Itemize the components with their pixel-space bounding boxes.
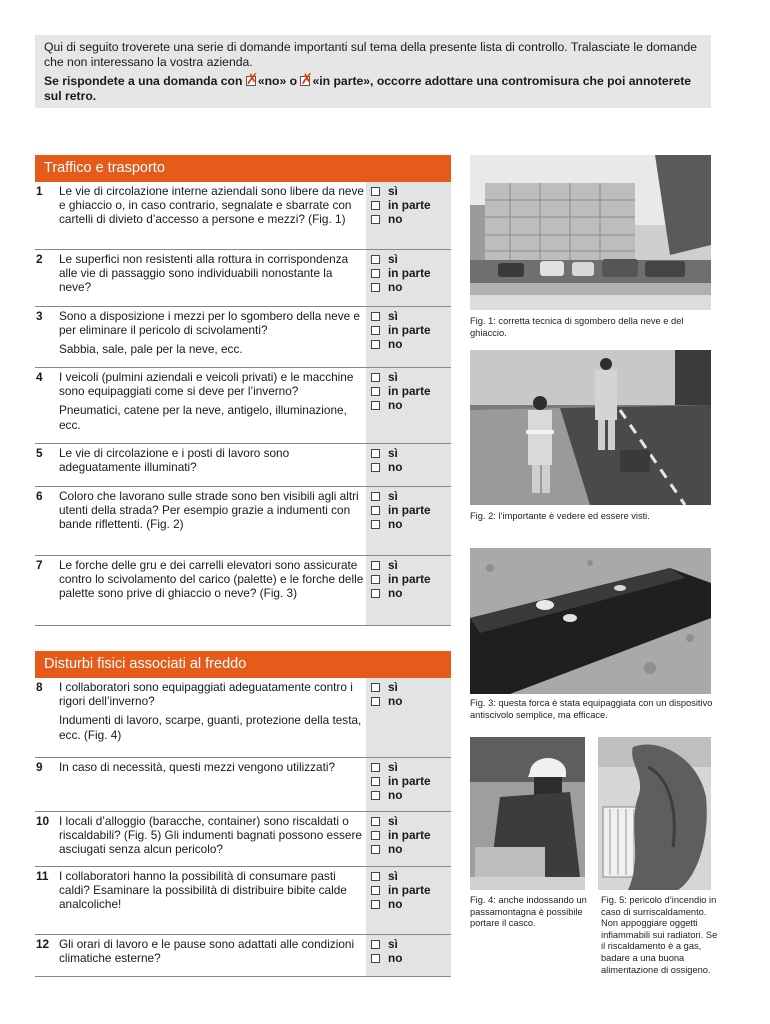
checkbox-icon[interactable] [371, 401, 380, 410]
checkbox-icon[interactable] [371, 449, 380, 458]
question-text [59, 760, 364, 774]
intro-instruction-part2: «in parte», occorre adottare una contromisura che poi annoterete sul retro. [44, 74, 692, 103]
option-no[interactable] [371, 460, 402, 474]
checkbox-icon[interactable] [371, 340, 380, 349]
option-no[interactable] [371, 398, 431, 412]
question-number: 11 [36, 869, 49, 883]
option-yes[interactable] [371, 370, 431, 384]
checkbox-icon[interactable] [371, 387, 380, 396]
fig2-photo-road-workers [470, 350, 711, 505]
option-no[interactable] [371, 842, 431, 856]
option-label: no [388, 694, 403, 709]
question-label: Le vie di circolazione e i posti di lavoro sono adeguatamente illuminati? [59, 446, 290, 475]
answer-options [371, 184, 431, 227]
section-title-traffic: Traffico e trasporto [35, 155, 451, 181]
intro-instruction-part1: Se rispondete a una domanda con [44, 74, 243, 89]
question-label: I locali d’alloggio (baracche, container) sono riscaldati o riscaldabili? (Fig. 5) Gli indumenti bagnati possono essere asciugati senza alcun pericolo? [59, 814, 362, 857]
checkbox-icon[interactable] [371, 845, 380, 854]
question-label: Le vie di circolazione interne aziendali sono libere da neve e ghiaccio o, in caso contrario, segnalate e sbarrate con cartelli di divieto d’accesso a persone e mezzi? (Fig. 1) [59, 184, 364, 227]
option-label: sì [388, 446, 398, 460]
option-yes[interactable] [371, 937, 402, 951]
option-label: sì [388, 252, 398, 266]
checkbox-icon[interactable] [371, 589, 380, 598]
checkbox-icon[interactable] [371, 463, 380, 472]
option-label: in parte [388, 828, 431, 843]
checkbox-icon[interactable] [371, 697, 380, 706]
option-partly[interactable] [371, 572, 431, 586]
fig5-photo-radiator-clothes [598, 737, 711, 890]
option-label: no [388, 517, 403, 532]
option-label: in parte [388, 883, 431, 898]
question-number: 10 [36, 814, 50, 828]
question-note: Sabbia, sale, pale per la neve, ecc. [59, 342, 243, 357]
question-label: Le superfici non resistenti alla rottura in corrispondenza alle vie di passaggio sono individuabili nonostante la neve? [59, 252, 349, 295]
fig1-caption: Fig. 1: corretta tecnica di sgombero della neve e del ghiaccio. [470, 316, 684, 338]
checkbox-icon[interactable] [371, 683, 380, 692]
option-no[interactable] [371, 212, 431, 226]
checkbox-icon[interactable] [371, 269, 380, 278]
section-rule [35, 677, 451, 678]
question-note: Indumenti di lavoro, scarpe, guanti, protezione della testa, ecc. (Fig. 4) [59, 713, 362, 742]
question-label: I collaboratori hanno la possibilità di consumare pasti caldi? Esaminare la possibilità di distribuire bibite calde analcoliche! [59, 869, 347, 912]
option-label: no [388, 897, 403, 912]
question-text [59, 309, 364, 357]
answer-options [371, 252, 431, 295]
option-label: in parte [388, 198, 431, 213]
checkbox-icon[interactable] [371, 283, 380, 292]
option-label: no [388, 212, 403, 227]
answer-options [371, 869, 431, 912]
question-text [59, 558, 364, 601]
question-note: Pneumatici, catene per la neve, antigelo, illuminazione, ecc. [59, 403, 347, 432]
option-yes[interactable] [371, 252, 431, 266]
checkbox-icon[interactable] [371, 831, 380, 840]
checkbox-icon[interactable] [371, 575, 380, 584]
question-row [35, 444, 451, 487]
question-text [59, 869, 364, 912]
answer-options [371, 370, 431, 413]
option-partly[interactable] [371, 323, 431, 337]
option-no[interactable] [371, 951, 402, 965]
option-label: no [388, 398, 403, 413]
question-number: 6 [36, 489, 43, 503]
question-row [35, 487, 451, 556]
answer-options [371, 446, 402, 474]
fig3-photo-forklift-fork [470, 548, 711, 694]
option-label: sì [388, 760, 398, 774]
question-row [35, 556, 451, 626]
x-mark-icon [246, 76, 256, 86]
checkbox-icon[interactable] [371, 817, 380, 826]
checkbox-icon[interactable] [371, 520, 380, 529]
question-number: 12 [36, 937, 50, 951]
intro-text: Qui di seguito troverete una serie di domande importanti sul tema della presente lista di controllo. Tralasciate le domande che non interessano la vostra azienda. [44, 40, 698, 69]
answer-options [371, 760, 431, 803]
question-row [35, 867, 451, 935]
intro-instruction-no: «no» o [257, 74, 298, 89]
question-row [35, 182, 451, 250]
question-label: Sono a disposizione i mezzi per lo sgombero della neve e per eliminare il pericolo di scivolamenti? [59, 309, 360, 338]
option-label: sì [388, 489, 398, 503]
answer-options [371, 558, 431, 601]
question-text [59, 937, 364, 965]
fig2-caption: Fig. 2: l’importante è vedere ed essere visti. [470, 511, 650, 521]
answer-options [371, 680, 402, 708]
checkbox-icon[interactable] [371, 777, 380, 786]
option-label: no [388, 280, 403, 295]
option-yes[interactable] [371, 489, 431, 503]
fig1-photo-snow-clearing [470, 155, 711, 310]
question-row [35, 250, 451, 307]
option-yes[interactable] [371, 680, 402, 694]
question-number: 4 [36, 370, 43, 384]
checkbox-icon[interactable] [371, 187, 380, 196]
checkbox-icon[interactable] [371, 492, 380, 501]
option-label: sì [388, 869, 398, 883]
question-text [59, 680, 364, 742]
checkbox-icon[interactable] [371, 373, 380, 382]
option-no[interactable] [371, 337, 431, 351]
checkbox-icon[interactable] [371, 255, 380, 264]
answer-options [371, 309, 431, 352]
checkbox-icon[interactable] [371, 872, 380, 881]
option-label: in parte [388, 384, 431, 399]
option-partly[interactable] [371, 503, 431, 517]
fig3-caption: Fig. 3: questa forca è stata equipaggiata con un dispositivo antiscivolo semplice, ma efficace. [470, 698, 713, 720]
option-yes[interactable] [371, 558, 431, 572]
answer-options [371, 489, 431, 532]
question-number: 2 [36, 252, 43, 266]
option-yes[interactable] [371, 869, 431, 883]
question-label: Coloro che lavorano sulle strade sono ben visibili agli altri utenti della strada? Per esempio grazie a indumenti con bande riflettenti. (Fig. 2) [59, 489, 359, 532]
question-text [59, 446, 364, 474]
option-no[interactable] [371, 517, 431, 531]
option-no[interactable] [371, 586, 431, 600]
option-partly[interactable] [371, 198, 431, 212]
question-number: 9 [36, 760, 43, 774]
checkbox-icon[interactable] [371, 326, 380, 335]
question-number: 8 [36, 680, 43, 694]
option-label: in parte [388, 266, 431, 281]
option-label: in parte [388, 572, 431, 587]
question-number: 7 [36, 558, 43, 572]
option-no[interactable] [371, 280, 431, 294]
answer-options [371, 814, 431, 857]
option-label: in parte [388, 323, 431, 338]
checkbox-icon[interactable] [371, 954, 380, 963]
option-label: no [388, 842, 403, 857]
option-label: no [388, 337, 403, 352]
checkbox-icon[interactable] [371, 791, 380, 800]
option-no[interactable] [371, 694, 402, 708]
question-row [35, 935, 451, 977]
fig4-photo-worker-helmet [470, 737, 585, 890]
option-partly[interactable] [371, 883, 431, 897]
question-row [35, 368, 451, 444]
fig4-caption: Fig. 4: anche indossando un passamontagna è possibile portare il casco. [470, 895, 587, 929]
option-yes[interactable] [371, 760, 431, 774]
checkbox-icon[interactable] [371, 900, 380, 909]
option-yes[interactable] [371, 184, 431, 198]
question-label: Le forche delle gru e dei carrelli elevatori sono assicurate contro lo scivolamento del carico (palette) e le forche delle palette sono prive di ghiaccio o neve? (Fig. 3) [59, 558, 364, 601]
option-label: sì [388, 680, 398, 694]
checkbox-icon[interactable] [371, 940, 380, 949]
question-number: 3 [36, 309, 43, 323]
checkbox-icon[interactable] [371, 201, 380, 210]
option-no[interactable] [371, 788, 431, 802]
checkbox-icon[interactable] [371, 561, 380, 570]
option-label: sì [388, 937, 398, 951]
question-text [59, 252, 364, 295]
section-title-cold: Disturbi fisici associati al freddo [35, 651, 451, 677]
question-row [35, 758, 451, 812]
option-label: no [388, 460, 403, 475]
option-no[interactable] [371, 897, 431, 911]
checkbox-icon[interactable] [371, 215, 380, 224]
question-row [35, 678, 451, 758]
question-text [59, 489, 364, 532]
question-label: In caso di necessità, questi mezzi vengono utilizzati? [59, 760, 336, 774]
intro-instruction [44, 74, 702, 103]
option-label: sì [388, 558, 398, 572]
option-label: no [388, 788, 403, 803]
option-yes[interactable] [371, 309, 431, 323]
question-label: Gli orari di lavoro e le pause sono adattati alle condizioni climatiche esterne? [59, 937, 355, 966]
question-number: 5 [36, 446, 43, 460]
question-text [59, 814, 364, 857]
x-mark-icon [300, 76, 310, 86]
answer-options [371, 937, 402, 965]
option-partly[interactable] [371, 828, 431, 842]
option-label: sì [388, 309, 398, 323]
option-label: in parte [388, 774, 431, 789]
option-label: in parte [388, 503, 431, 518]
question-row [35, 307, 451, 368]
checkbox-icon[interactable] [371, 886, 380, 895]
option-label: sì [388, 370, 398, 384]
option-partly[interactable] [371, 266, 431, 280]
question-number: 1 [36, 184, 43, 198]
option-label: no [388, 951, 403, 966]
question-label: I veicoli (pulmini aziendali e veicoli privati) e le macchine sono equipaggiati come si deve per l’inverno? [59, 370, 354, 399]
option-label: sì [388, 184, 398, 198]
checkbox-icon[interactable] [371, 763, 380, 772]
option-yes[interactable] [371, 814, 431, 828]
checkbox-icon[interactable] [371, 312, 380, 321]
checkbox-icon[interactable] [371, 506, 380, 515]
option-label: no [388, 586, 403, 601]
question-row [35, 812, 451, 867]
intro-box [35, 35, 711, 108]
fig5-caption: Fig. 5: pericolo d’incendio in caso di surriscaldamento. Non appoggiare oggetti infiammabili sui radiatori. Se il riscaldamento è a gas, badare a una buona alimentazione di ossigeno. [601, 895, 718, 975]
option-partly[interactable] [371, 774, 431, 788]
option-label: sì [388, 814, 398, 828]
option-yes[interactable] [371, 446, 402, 460]
question-text [59, 184, 364, 227]
question-label: I collaboratori sono equipaggiati adeguatamente contro i rigori dell’inverno? [59, 680, 353, 709]
option-partly[interactable] [371, 384, 431, 398]
question-text [59, 370, 364, 432]
